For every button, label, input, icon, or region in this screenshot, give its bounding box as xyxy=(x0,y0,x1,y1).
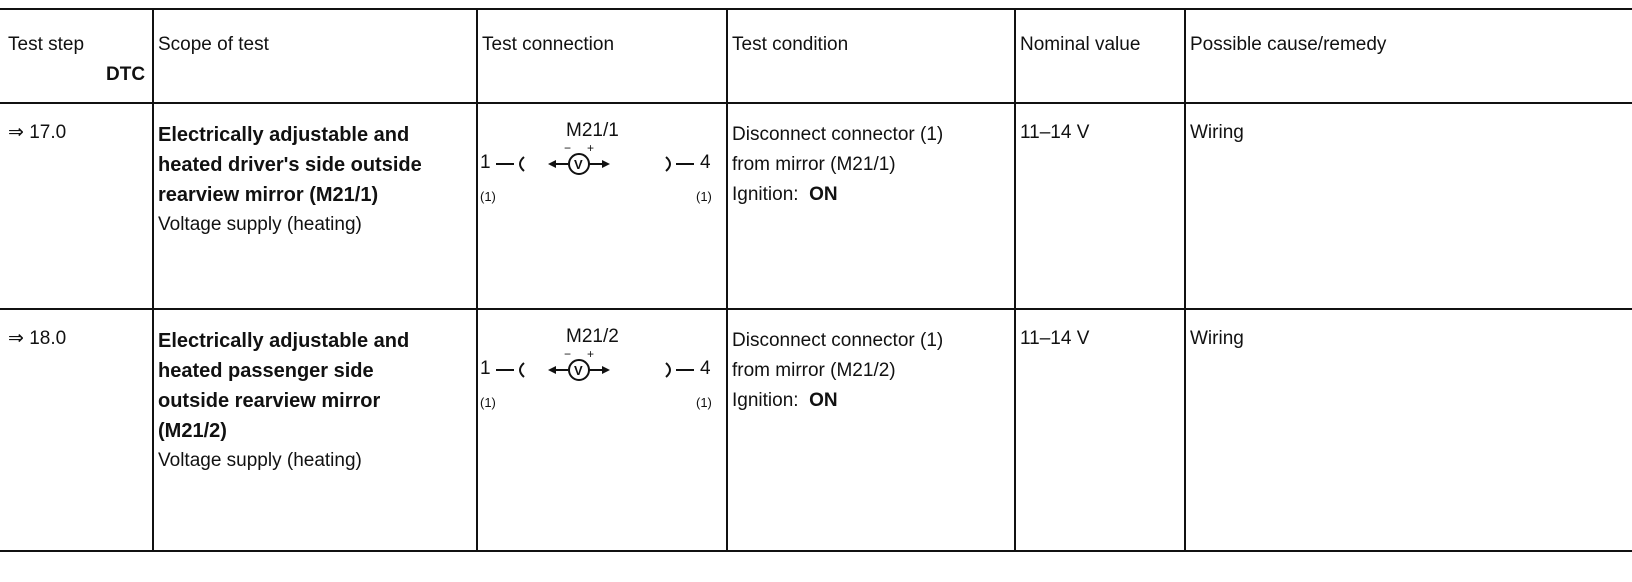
connector-icon xyxy=(660,152,700,176)
scope-title-line: heated driver's side outside xyxy=(158,154,422,176)
svg-text:V: V xyxy=(574,363,583,378)
header-possible-cause: Possible cause/remedy xyxy=(1190,34,1387,55)
condition-line: from mirror (M21/2) xyxy=(732,360,896,381)
pin-left-number: 1 xyxy=(480,152,491,173)
row2-test-connection-diagram xyxy=(478,320,726,430)
connector-right-label: (1) xyxy=(696,189,712,204)
svg-text:V: V xyxy=(574,157,583,172)
row2-nominal-value: 11–14 V xyxy=(1020,328,1090,349)
component-label: M21/2 xyxy=(566,326,619,347)
pin-left-number: 1 xyxy=(480,358,491,379)
row2-test-step: ⇒ 18.0 xyxy=(8,328,67,349)
row1-scope xyxy=(158,120,422,240)
ignition-value: ON xyxy=(809,184,838,205)
row1-test-condition xyxy=(732,120,943,210)
ignition-condition xyxy=(732,386,943,416)
connector-right-label: (1) xyxy=(696,395,712,410)
header-test-condition: Test condition xyxy=(732,34,849,55)
pin-right-number: 4 xyxy=(700,358,711,379)
condition-line: from mirror (M21/1) xyxy=(732,154,896,175)
ignition-value: ON xyxy=(809,390,838,411)
column-divider xyxy=(726,8,728,552)
row1-nominal-value: 11–14 V xyxy=(1020,122,1090,143)
connector-icon xyxy=(492,358,542,382)
scope-description: Voltage supply (heating) xyxy=(158,450,362,471)
ignition-condition xyxy=(732,180,943,210)
header-test-connection: Test connection xyxy=(482,34,615,55)
connector-icon xyxy=(660,358,700,382)
header-scope-of-test: Scope of test xyxy=(158,34,269,55)
connector-left-label: (1) xyxy=(480,395,496,410)
scope-title-line: outside rearview mirror xyxy=(158,390,381,412)
row2-scope xyxy=(158,326,409,476)
ignition-label: Ignition: xyxy=(732,390,799,411)
column-divider xyxy=(152,8,154,552)
voltmeter-icon xyxy=(544,346,614,386)
voltmeter-icon xyxy=(544,140,614,180)
header-test-step: Test step xyxy=(8,34,85,55)
row2-test-condition xyxy=(732,326,943,416)
connector-left-label: (1) xyxy=(480,189,496,204)
column-divider xyxy=(1014,8,1016,552)
pin-right-number: 4 xyxy=(700,152,711,173)
scope-description: Voltage supply (heating) xyxy=(158,214,362,235)
scope-title-line: heated passenger side xyxy=(158,360,374,382)
table-bottom-border xyxy=(0,550,1632,552)
scope-title-line: Electrically adjustable and xyxy=(158,124,410,146)
svg-text:−: − xyxy=(564,347,572,361)
ignition-label: Ignition: xyxy=(732,184,799,205)
component-label: M21/1 xyxy=(566,120,619,141)
column-divider xyxy=(476,8,478,552)
row1-test-step: ⇒ 17.0 xyxy=(8,122,67,143)
header-bottom-border xyxy=(0,102,1632,104)
header-dtc: DTC xyxy=(106,64,146,85)
connector-icon xyxy=(492,152,542,176)
scope-title-line: rearview mirror (M21/1) xyxy=(158,184,379,206)
scope-title-line: (M21/2) xyxy=(158,420,227,442)
row1-possible-cause: Wiring xyxy=(1190,122,1244,143)
row-divider xyxy=(0,308,1632,310)
svg-text:+: + xyxy=(587,141,595,155)
svg-text:−: − xyxy=(564,141,572,155)
svg-text:+: + xyxy=(587,347,595,361)
column-divider xyxy=(1184,8,1186,552)
row2-possible-cause: Wiring xyxy=(1190,328,1244,349)
condition-line: Disconnect connector (1) xyxy=(732,124,944,145)
scope-title-line: Electrically adjustable and xyxy=(158,330,410,352)
table-top-border xyxy=(0,8,1632,10)
header-nominal-value: Nominal value xyxy=(1020,34,1141,55)
condition-line: Disconnect connector (1) xyxy=(732,330,944,351)
row1-test-connection-diagram xyxy=(478,114,726,224)
